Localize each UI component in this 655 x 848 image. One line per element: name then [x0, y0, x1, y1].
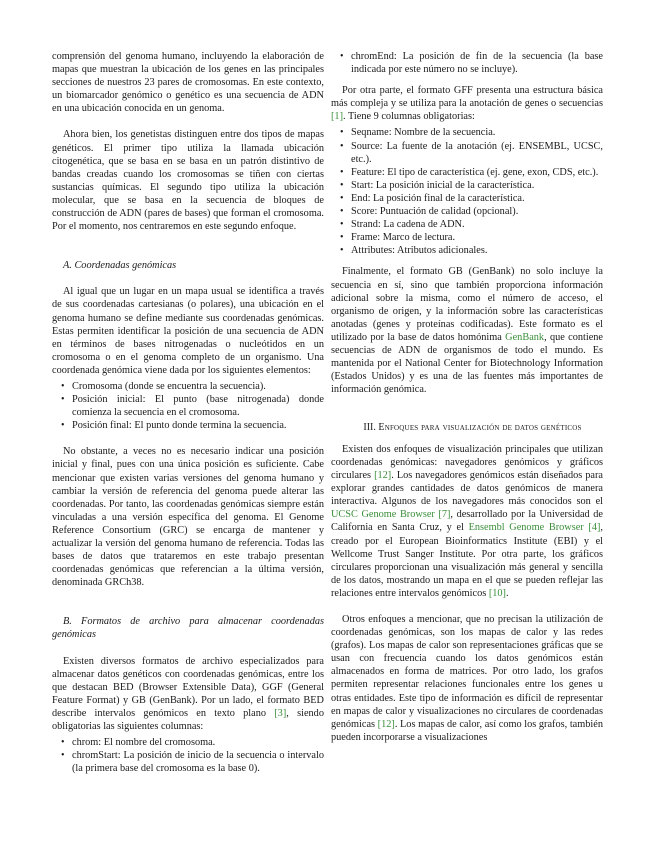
- citation-link[interactable]: [1]: [331, 111, 344, 123]
- coordinate-elements-list: [52, 380, 324, 432]
- citation-link[interactable]: [10]: [488, 587, 506, 599]
- list-item: • Cromosoma (donde se encuentra la secuencia).: [72, 380, 324, 393]
- ucsc-genome-browser-link[interactable]: UCSC Genome Browser: [331, 509, 435, 521]
- citation-link[interactable]: [12]: [377, 718, 395, 730]
- paragraph: Finalmente, el formato GB (GenBank) no solo incluye la secuencia en sí, sino que también proporciona información adicional sobre la misma, como el número de acceso, el organismo de origen, y la información sobre las características anotadas (genes y proteínas codificadas). Este formato es el utilizado por la base de datos homónima GenBank, que contiene secuencias de ADN de organismos de todo el mundo. Es mantenida por el National Center for Biotechnology Information (Estados Unidos) y es una de las fuentes más importantes de información genómica.: [331, 266, 604, 396]
- list-item: • Feature: El tipo de característica (ej. gene, exon, CDS, etc.).: [351, 166, 603, 179]
- list-item: • End: La posición final de la característica.: [351, 192, 603, 205]
- list-item: • chrom: El nombre del cromosoma.: [72, 736, 324, 749]
- list-item: • chromStart: La posición de inicio de la secuencia o intervalo (la primera base del cromosoma es la base 0).: [72, 749, 324, 775]
- list-item: • Start: La posición inicial de la característica.: [351, 179, 603, 192]
- bed-columns-list: [52, 736, 324, 775]
- section-heading: III. Enfoques para visualización de datos genéticos: [363, 422, 582, 434]
- list-item: • Attributes: Atributos adicionales.: [351, 244, 603, 257]
- paragraph: comprensión del genoma humano, incluyendo la elaboración de mapas que muestran la ubicación de los genes en las principales secciones de nuestros 23 pares de cromosomas. En este contexto, un biomarcador genómico o genético es una secuencia de ADN en una ubicación conocida en un genoma.: [52, 51, 324, 115]
- list-item: • Strand: La cadena de ADN.: [351, 218, 603, 231]
- citation-link[interactable]: [12]: [374, 470, 392, 482]
- bed-columns-list-continued: [331, 50, 603, 76]
- genbank-link[interactable]: GenBank: [505, 331, 545, 343]
- right-column: [331, 50, 603, 744]
- citation-link[interactable]: [4]: [588, 522, 601, 534]
- subsection-heading-b: B. Formatos de archivo para almacenar coordenadas genómicas: [52, 616, 324, 641]
- list-item: • Posición inicial: El punto (base nitrogenada) donde comienza la secuencia en el cromosoma.: [72, 393, 324, 419]
- paragraph: No obstante, a veces no es necesario indicar una posición inicial y final, pues con una única posición es suficiente. Cabe mencionar que existen varias versiones del genoma humano y cambiar la versión de referencia del genoma puede alterar las coordenadas. Por tanto, las coordenadas genómicas siempre están vinculadas a una versión específica del genoma. El Genome Reference Consortium (GRC) se encarga de mantener y actualizar la versión del genoma humano de referencia. Todas las bases de datos que trataremos en este trabajo presentan coordenadas genómicas que referencian a la última versión, denominada GRCh38.: [52, 446, 324, 589]
- citation-link[interactable]: [3]: [274, 707, 287, 719]
- list-item: • Posición final: El punto donde termina la secuencia.: [72, 419, 324, 432]
- paragraph: Existen diversos formatos de archivo especializados para almacenar datos genéticos con coordenadas genómicas, entre los que destacan BED (Browser Extensible Data), GGF (General Feature Format) y GB (GenBank). Por un lado, el formato BED describe intervalos genómicos en texto plano [3], siendo obligatorias las siguientes columnas:: [52, 655, 324, 733]
- list-item: • Seqname: Nombre de la secuencia.: [351, 126, 603, 139]
- paragraph: Existen dos enfoques de visualización principales que utilizan coordenadas genómicas: navegadores genómicos y gráficos circulares [12]. Los navegadores genómicos están diseñados para explorar grandes cantidades de datos genómicos de manera interactiva. Algunos de los navegadores más conocidos son el UCSC Genome Browser [7], desarrollado por la Universidad de California en Santa Cruz, y el Ensembl Genome Browser [4], creado por el European Bioinformatics Institute (EBI) y el Wellcome Trust Sanger Institute. Por otra parte, los gráficos circulares proporcionan una visualización más general y sencilla de los datos, mostrando un mapa en el que se pueden reflejar las relaciones entre intervalos genómicos [10].: [331, 443, 603, 599]
- paragraph: Al igual que un lugar en un mapa usual se identifica a través de sus coordenadas cartesianas (o polares), una ubicación en el genoma humano se define mediante sus coordenadas genómicas. Estas permiten identificar la posición de una secuencia de ADN en términos de bases nitrogenadas o nucleótidos en un cromosoma o en el genoma completo de un organismo. Una coordenada genómica viene dada por los siguientes elementos:: [52, 286, 324, 376]
- subsection-heading-a: A. Coordenadas genómicas: [63, 260, 177, 272]
- citation-link[interactable]: [7]: [438, 509, 451, 521]
- list-item: • Score: Puntuación de calidad (opcional).: [351, 205, 603, 218]
- gff-columns-list: [331, 126, 603, 257]
- left-column: [52, 50, 324, 775]
- ensembl-genome-browser-link[interactable]: Ensembl Genome Browser: [468, 522, 584, 534]
- list-item: • Source: La fuente de la anotación (ej. ENSEMBL, UCSC, etc.).: [351, 140, 603, 166]
- list-item: • chromEnd: La posición de fin de la secuencia (la base indicada por este número no se incluye).: [351, 50, 603, 76]
- paragraph: Ahora bien, los genetistas distinguen entre dos tipos de mapas genéticos. El primer tipo utiliza la llamada ubicación citogenética, que se basa en se basa en un patrón distintivo de bandas creadas cuando los cromosomas se tiñen con ciertas sustancias químicas. El segundo tipo utiliza la ubicación molecular, que se basa en la secuencia de bloques de construcción de ADN (pares de bases) que forman el cromosoma. Por el momento, nos centraremos en este segundo enfoque.: [52, 129, 324, 233]
- paragraph: Por otra parte, el formato GFF presenta una estructura básica más compleja y se utiliza para la anotación de genes o secuencias [1]. Tiene 9 columnas obligatorias:: [331, 85, 603, 123]
- paragraph: Otros enfoques a mencionar, que no precisan la utilización de coordenadas genómicas, son los mapas de calor y las redes (grafos). Los mapas de calor son representaciones gráficas que se usan con frecuencia cuando los datos genómicos están almacenados en forma de matrices. Por otro lado, los grafos permiten representar relaciones funcionales entre los genes u otras entidades. Este tipo de información es difícil de representar en mapas de calor y visualizaciones no circulares de coordenadas genómicas [12]. Los mapas de calor, así como los grafos, también pueden incorporarse a visualizaciones: [331, 613, 603, 743]
- list-item: • Frame: Marco de lectura.: [351, 231, 603, 244]
